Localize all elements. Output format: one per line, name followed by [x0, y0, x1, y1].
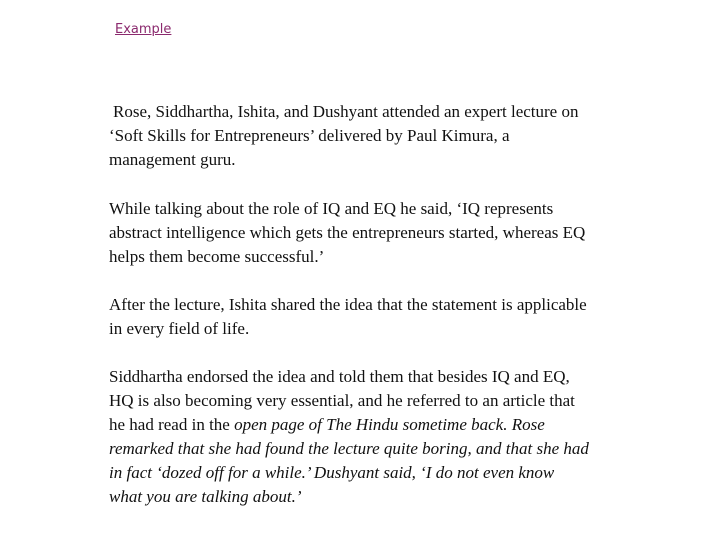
text-line-mixed	[109, 413, 689, 437]
text-plain-segment: he had read in the	[109, 415, 235, 434]
paragraph-iq-eq-quote	[109, 197, 689, 269]
text-line: abstract intelligence which gets the entrepreneurs started, whereas EQ	[109, 223, 586, 242]
text-line: Rose, Siddhartha, Ishita, and Dushyant attended an expert lecture on	[113, 102, 579, 121]
text-line: After the lecture, Ishita shared the idea that the statement is applicable	[109, 295, 587, 314]
text-line: Siddhartha endorsed the idea and told them that besides IQ and EQ,	[109, 367, 570, 386]
text-line: HQ is also becoming very essential, and he referred to an article that	[109, 391, 575, 410]
text-line-italic: remarked that she had found the lecture quite boring, and that she had	[109, 439, 589, 458]
paragraph-lecture-intro	[109, 100, 689, 172]
paragraph-siddhartha-hq	[109, 365, 689, 509]
text-line: While talking about the role of IQ and EQ he said, ‘IQ represents	[109, 199, 554, 218]
paragraph-ishita-idea	[109, 293, 689, 341]
text-line: helps them become successful.’	[109, 247, 325, 266]
text-italic-segment: open page of The Hindu sometime back. Rose	[234, 415, 545, 434]
text-line-italic: what you are talking about.’	[109, 487, 302, 506]
text-line: management guru.	[109, 150, 236, 169]
example-heading: Example	[115, 22, 172, 37]
text-line-italic: in fact ‘dozed off for a while.’ Dushyant said, ‘I do not even know	[109, 463, 555, 482]
text-line: ‘Soft Skills for Entrepreneurs’ delivered by Paul Kimura, a	[109, 126, 510, 145]
text-line: in every field of life.	[109, 319, 250, 338]
